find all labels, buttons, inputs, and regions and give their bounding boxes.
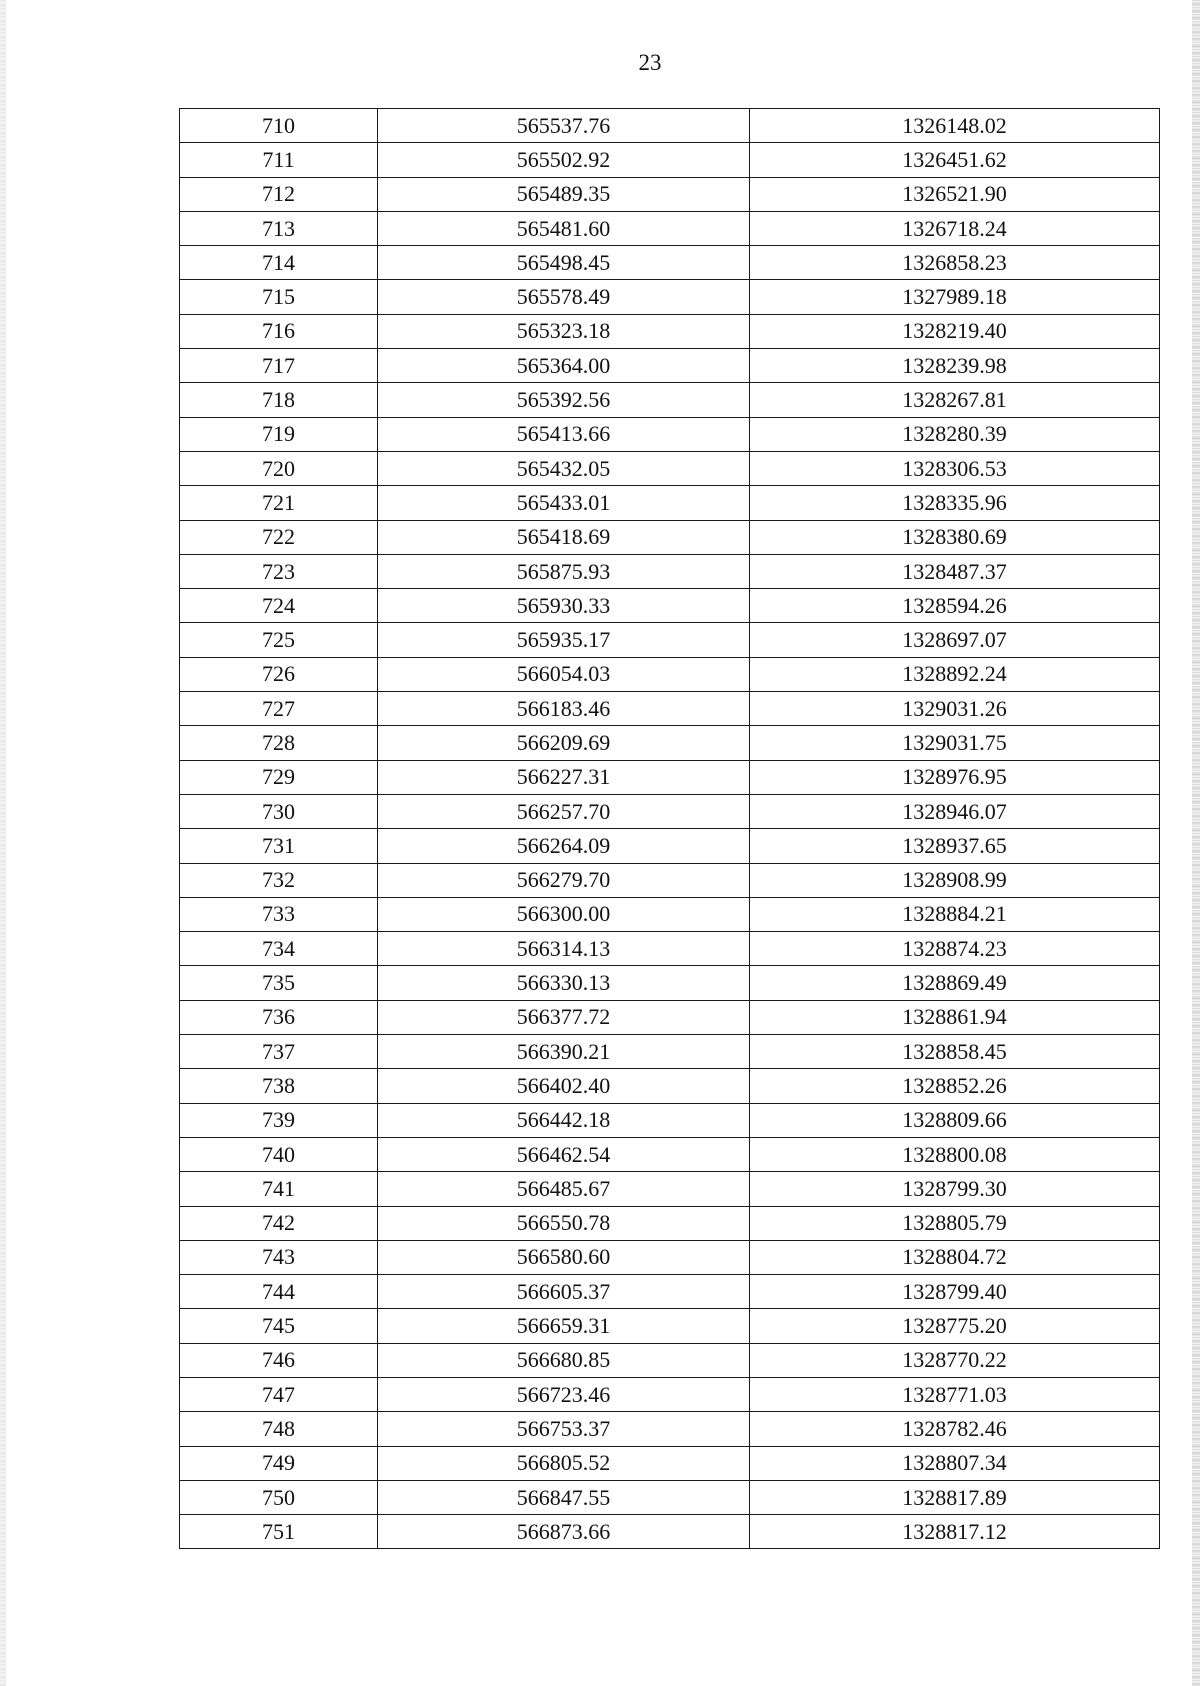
point-number-cell: 719 [180,417,378,451]
x-coordinate-cell: 566390.21 [378,1035,750,1069]
point-number-cell: 722 [180,520,378,554]
x-coordinate-cell: 566550.78 [378,1206,750,1240]
table-row [180,794,1160,828]
y-coordinate-cell: 1328805.79 [750,1206,1160,1240]
point-number-cell: 730 [180,794,378,828]
y-coordinate-cell: 1328807.34 [750,1446,1160,1480]
x-coordinate-cell: 566264.09 [378,829,750,863]
point-number-cell: 751 [180,1515,378,1549]
y-coordinate-cell: 1328775.20 [750,1309,1160,1343]
x-coordinate-cell: 566485.67 [378,1172,750,1206]
table-row [180,657,1160,691]
y-coordinate-cell: 1328817.12 [750,1515,1160,1549]
table-row [180,314,1160,348]
x-coordinate-cell: 566402.40 [378,1069,750,1103]
table-row [180,349,1160,383]
y-coordinate-cell: 1328861.94 [750,1000,1160,1034]
y-coordinate-cell: 1328771.03 [750,1377,1160,1411]
y-coordinate-cell: 1328239.98 [750,349,1160,383]
x-coordinate-cell: 565935.17 [378,623,750,657]
x-coordinate-cell: 565433.01 [378,486,750,520]
y-coordinate-cell: 1328800.08 [750,1137,1160,1171]
scan-edge-right [1192,0,1200,1686]
x-coordinate-cell: 566442.18 [378,1103,750,1137]
point-number-cell: 737 [180,1035,378,1069]
point-number-cell: 715 [180,280,378,314]
y-coordinate-cell: 1328782.46 [750,1412,1160,1446]
x-coordinate-cell: 565502.92 [378,143,750,177]
y-coordinate-cell: 1328809.66 [750,1103,1160,1137]
y-coordinate-cell: 1328770.22 [750,1343,1160,1377]
point-number-cell: 733 [180,897,378,931]
x-coordinate-cell: 565498.45 [378,246,750,280]
y-coordinate-cell: 1328697.07 [750,623,1160,657]
table-row [180,1275,1160,1309]
point-number-cell: 714 [180,246,378,280]
x-coordinate-cell: 566873.66 [378,1515,750,1549]
point-number-cell: 744 [180,1275,378,1309]
point-number-cell: 718 [180,383,378,417]
table-row [180,1000,1160,1034]
page-number: 23 [638,50,662,75]
y-coordinate-cell: 1328306.53 [750,451,1160,485]
x-coordinate-cell: 565418.69 [378,520,750,554]
table-row [180,1446,1160,1480]
x-coordinate-cell: 565481.60 [378,211,750,245]
table-row [180,932,1160,966]
x-coordinate-cell: 566183.46 [378,692,750,726]
table-row [180,177,1160,211]
table-row [180,1103,1160,1137]
point-number-cell: 750 [180,1480,378,1514]
point-number-cell: 743 [180,1240,378,1274]
table-row [180,280,1160,314]
x-coordinate-cell: 565578.49 [378,280,750,314]
table-row [180,143,1160,177]
point-number-cell: 735 [180,966,378,1000]
point-number-cell: 738 [180,1069,378,1103]
y-coordinate-cell: 1328976.95 [750,760,1160,794]
y-coordinate-cell: 1328884.21 [750,897,1160,931]
point-number-cell: 746 [180,1343,378,1377]
point-number-cell: 740 [180,1137,378,1171]
y-coordinate-cell: 1328869.49 [750,966,1160,1000]
y-coordinate-cell: 1328799.30 [750,1172,1160,1206]
x-coordinate-cell: 566605.37 [378,1275,750,1309]
table-row [180,1412,1160,1446]
y-coordinate-cell: 1328892.24 [750,657,1160,691]
table-row [180,589,1160,623]
y-coordinate-cell: 1327989.18 [750,280,1160,314]
table-row [180,1137,1160,1171]
y-coordinate-cell: 1328267.81 [750,383,1160,417]
x-coordinate-cell: 566680.85 [378,1343,750,1377]
coordinates-table [179,108,1160,1549]
table-row [180,1343,1160,1377]
table-row [180,383,1160,417]
y-coordinate-cell: 1326718.24 [750,211,1160,245]
table-row [180,1206,1160,1240]
point-number-cell: 724 [180,589,378,623]
point-number-cell: 745 [180,1309,378,1343]
point-number-cell: 748 [180,1412,378,1446]
x-coordinate-cell: 566257.70 [378,794,750,828]
y-coordinate-cell: 1326521.90 [750,177,1160,211]
y-coordinate-cell: 1329031.26 [750,692,1160,726]
table-row [180,897,1160,931]
table-row [180,486,1160,520]
x-coordinate-cell: 566462.54 [378,1137,750,1171]
table-row [180,829,1160,863]
point-number-cell: 736 [180,1000,378,1034]
y-coordinate-cell: 1328852.26 [750,1069,1160,1103]
point-number-cell: 747 [180,1377,378,1411]
table-row [180,623,1160,657]
table-row [180,211,1160,245]
point-number-cell: 712 [180,177,378,211]
table-row [180,1377,1160,1411]
x-coordinate-cell: 566659.31 [378,1309,750,1343]
x-coordinate-cell: 565413.66 [378,417,750,451]
x-coordinate-cell: 565875.93 [378,554,750,588]
table-row [180,451,1160,485]
table-row [180,109,1160,143]
y-coordinate-cell: 1328946.07 [750,794,1160,828]
x-coordinate-cell: 566300.00 [378,897,750,931]
x-coordinate-cell: 566580.60 [378,1240,750,1274]
point-number-cell: 725 [180,623,378,657]
y-coordinate-cell: 1328335.96 [750,486,1160,520]
table-row [180,554,1160,588]
point-number-cell: 711 [180,143,378,177]
table-row [180,1172,1160,1206]
x-coordinate-cell: 566054.03 [378,657,750,691]
x-coordinate-cell: 565930.33 [378,589,750,623]
point-number-cell: 716 [180,314,378,348]
x-coordinate-cell: 566753.37 [378,1412,750,1446]
table-row [180,520,1160,554]
y-coordinate-cell: 1328817.89 [750,1480,1160,1514]
point-number-cell: 739 [180,1103,378,1137]
point-number-cell: 717 [180,349,378,383]
x-coordinate-cell: 565323.18 [378,314,750,348]
table-row [180,1480,1160,1514]
point-number-cell: 741 [180,1172,378,1206]
point-number-cell: 729 [180,760,378,794]
y-coordinate-cell: 1328487.37 [750,554,1160,588]
table-row [180,246,1160,280]
y-coordinate-cell: 1328908.99 [750,863,1160,897]
table-row [180,760,1160,794]
y-coordinate-cell: 1328380.69 [750,520,1160,554]
table-row [180,1240,1160,1274]
point-number-cell: 732 [180,863,378,897]
table-row [180,966,1160,1000]
point-number-cell: 720 [180,451,378,485]
point-number-cell: 731 [180,829,378,863]
x-coordinate-cell: 565364.00 [378,349,750,383]
table-row [180,692,1160,726]
table-row [180,726,1160,760]
x-coordinate-cell: 565432.05 [378,451,750,485]
point-number-cell: 713 [180,211,378,245]
y-coordinate-cell: 1328219.40 [750,314,1160,348]
x-coordinate-cell: 566227.31 [378,760,750,794]
point-number-cell: 734 [180,932,378,966]
scan-edge-left [0,0,6,1686]
x-coordinate-cell: 565392.56 [378,383,750,417]
point-number-cell: 749 [180,1446,378,1480]
table-row [180,417,1160,451]
point-number-cell: 742 [180,1206,378,1240]
y-coordinate-cell: 1328799.40 [750,1275,1160,1309]
y-coordinate-cell: 1328937.65 [750,829,1160,863]
point-number-cell: 726 [180,657,378,691]
y-coordinate-cell: 1326148.02 [750,109,1160,143]
x-coordinate-cell: 566279.70 [378,863,750,897]
table-row [180,1309,1160,1343]
x-coordinate-cell: 566330.13 [378,966,750,1000]
table-row [180,1515,1160,1549]
x-coordinate-cell: 566209.69 [378,726,750,760]
point-number-cell: 721 [180,486,378,520]
y-coordinate-cell: 1326451.62 [750,143,1160,177]
point-number-cell: 723 [180,554,378,588]
y-coordinate-cell: 1328280.39 [750,417,1160,451]
point-number-cell: 728 [180,726,378,760]
x-coordinate-cell: 566847.55 [378,1480,750,1514]
point-number-cell: 727 [180,692,378,726]
coordinates-table-body [180,109,1160,1549]
y-coordinate-cell: 1328594.26 [750,589,1160,623]
table-row [180,1069,1160,1103]
y-coordinate-cell: 1328804.72 [750,1240,1160,1274]
y-coordinate-cell: 1329031.75 [750,726,1160,760]
y-coordinate-cell: 1326858.23 [750,246,1160,280]
y-coordinate-cell: 1328874.23 [750,932,1160,966]
x-coordinate-cell: 566723.46 [378,1377,750,1411]
x-coordinate-cell: 566314.13 [378,932,750,966]
x-coordinate-cell: 565537.76 [378,109,750,143]
table-row [180,863,1160,897]
point-number-cell: 710 [180,109,378,143]
x-coordinate-cell: 565489.35 [378,177,750,211]
x-coordinate-cell: 566377.72 [378,1000,750,1034]
table-row [180,1035,1160,1069]
x-coordinate-cell: 566805.52 [378,1446,750,1480]
y-coordinate-cell: 1328858.45 [750,1035,1160,1069]
